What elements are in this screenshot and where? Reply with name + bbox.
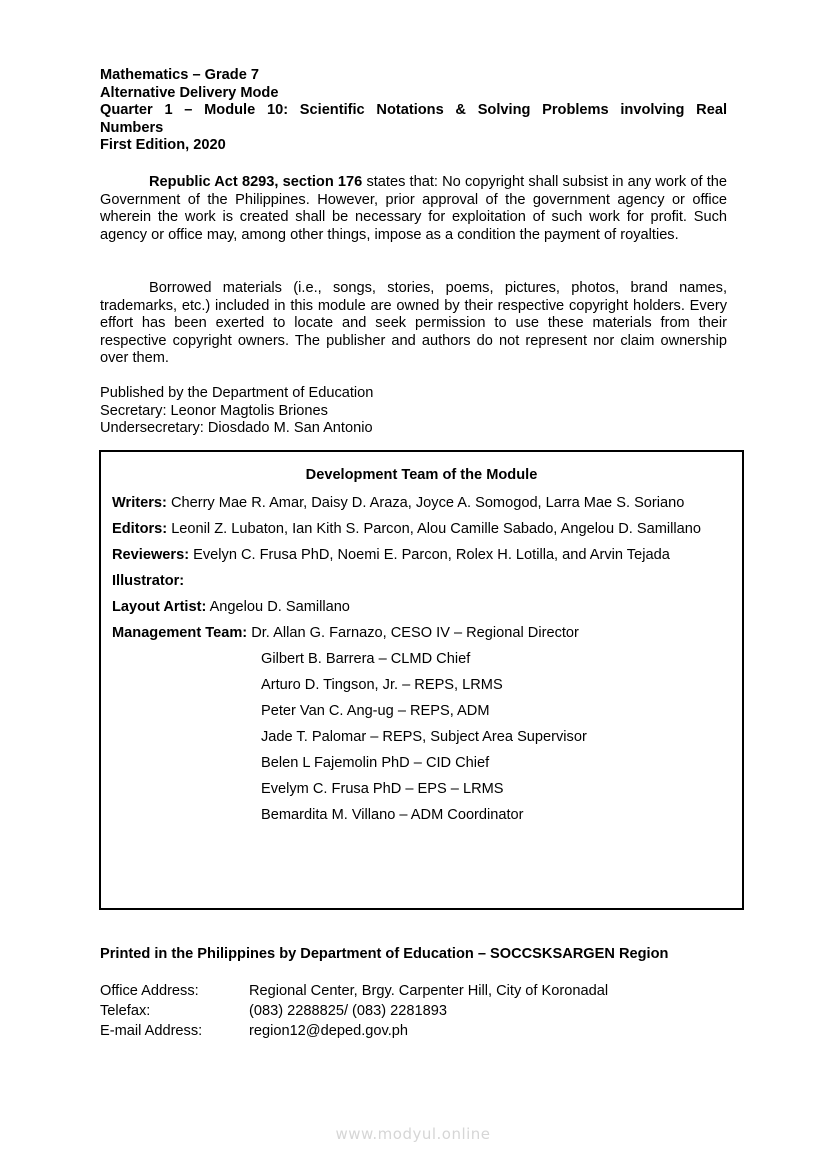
undersecretary: Undersecretary: Diosdado M. San Antonio (100, 420, 373, 437)
editors-label: Editors: (112, 521, 168, 537)
publisher-info (100, 385, 373, 438)
reviewers-label: Reviewers: (112, 547, 190, 563)
layout-artist-value: Angelou D. Samillano (206, 599, 350, 615)
management-member: Belen L Fajemolin PhD – CID Chief (261, 755, 490, 771)
contact-label: Telefax: (100, 1003, 151, 1019)
writers-label: Writers: (112, 495, 167, 511)
watermark: www.modyul.online (335, 1125, 491, 1143)
layout-artist-row (112, 599, 350, 615)
management-member: Bemardita M. Villano – ADM Coordinator (261, 807, 524, 823)
copyright-text: states that: No copyright shall subsist in any work of the Government of the Philippines. However, prior approval of the government agency or office wherein the work is created shall be necessary for exploitation of such work for profit. Such agency or office may, among other things, impose as a condition the payment of royalties. (100, 174, 727, 243)
management-member: Gilbert B. Barrera – CLMD Chief (261, 651, 471, 667)
edition: First Edition, 2020 (100, 137, 226, 153)
subject-title: Mathematics – Grade 7 (100, 67, 259, 83)
reviewers-value: Evelyn C. Frusa PhD, Noemi E. Parcon, Rolex H. Lotilla, and Arvin Tejada (189, 547, 670, 563)
editors-value: Leonil Z. Lubaton, Ian Kith S. Parcon, Alou Camille Sabado, Angelou D. Samillano (167, 521, 701, 537)
management-member: Evelym C. Frusa PhD – EPS – LRMS (261, 781, 504, 797)
management-member: Arturo D. Tingson, Jr. – REPS, LRMS (261, 677, 503, 693)
module-title-line2: Numbers (100, 119, 164, 136)
module-title-line1: Quarter 1 – Module 10: Scientific Notations & Solving Problems involving Real (100, 102, 727, 118)
development-team-box (99, 450, 744, 910)
management-team-row (112, 625, 579, 641)
contact-label: E-mail Address: (100, 1023, 203, 1039)
printed-by: Printed in the Philippines by Department of Education – SOCCSKSARGEN Region (100, 946, 669, 962)
management-member: Jade T. Palomar – REPS, Subject Area Supervisor (261, 729, 587, 745)
contact-telefax (100, 1003, 447, 1019)
delivery-mode: Alternative Delivery Mode (100, 84, 279, 101)
contact-value: (083) 2288825/ (083) 2281893 (249, 1003, 447, 1019)
published-by: Published by the Department of Education (100, 385, 374, 401)
borrowed-materials-paragraph (100, 280, 727, 368)
contact-office-address (100, 983, 608, 999)
copyright-paragraph (100, 174, 727, 244)
contact-email-value[interactable]: region12@deped.gov.ph (249, 1023, 408, 1039)
borrowed-materials-text: Borrowed materials (i.e., songs, stories, poems, pictures, photos, brand names, trademarks, etc.) included in this module are owned by their respective copyright holders. Every effort has been exerted to locate and seek permission to use these materials from their respective copyright owners. The publisher and authors do not represent nor claim ownership over them. (100, 280, 727, 367)
contact-value: Regional Center, Brgy. Carpenter Hill, City of Koronadal (249, 983, 609, 999)
module-header (100, 67, 727, 155)
development-team-title: Development Team of the Module (305, 467, 538, 483)
layout-artist-label: Layout Artist: (112, 599, 207, 615)
republic-act-reference: Republic Act 8293, section 176 (149, 174, 363, 190)
management-team-first: Dr. Allan G. Farnazo, CESO IV – Regional Director (247, 625, 579, 641)
writers-value: Cherry Mae R. Amar, Daisy D. Araza, Joyce A. Somogod, Larra Mae S. Soriano (166, 495, 685, 511)
management-team-label: Management Team: (112, 625, 248, 641)
contact-label: Office Address: (100, 983, 199, 999)
contact-email (100, 1023, 408, 1039)
management-member: Peter Van C. Ang-ug – REPS, ADM (261, 703, 490, 719)
writers-row (112, 495, 684, 511)
illustrator-row (112, 573, 184, 589)
editors-row (112, 521, 701, 537)
secretary: Secretary: Leonor Magtolis Briones (100, 402, 328, 419)
illustrator-label: Illustrator: (112, 573, 185, 589)
reviewers-row (112, 547, 670, 563)
